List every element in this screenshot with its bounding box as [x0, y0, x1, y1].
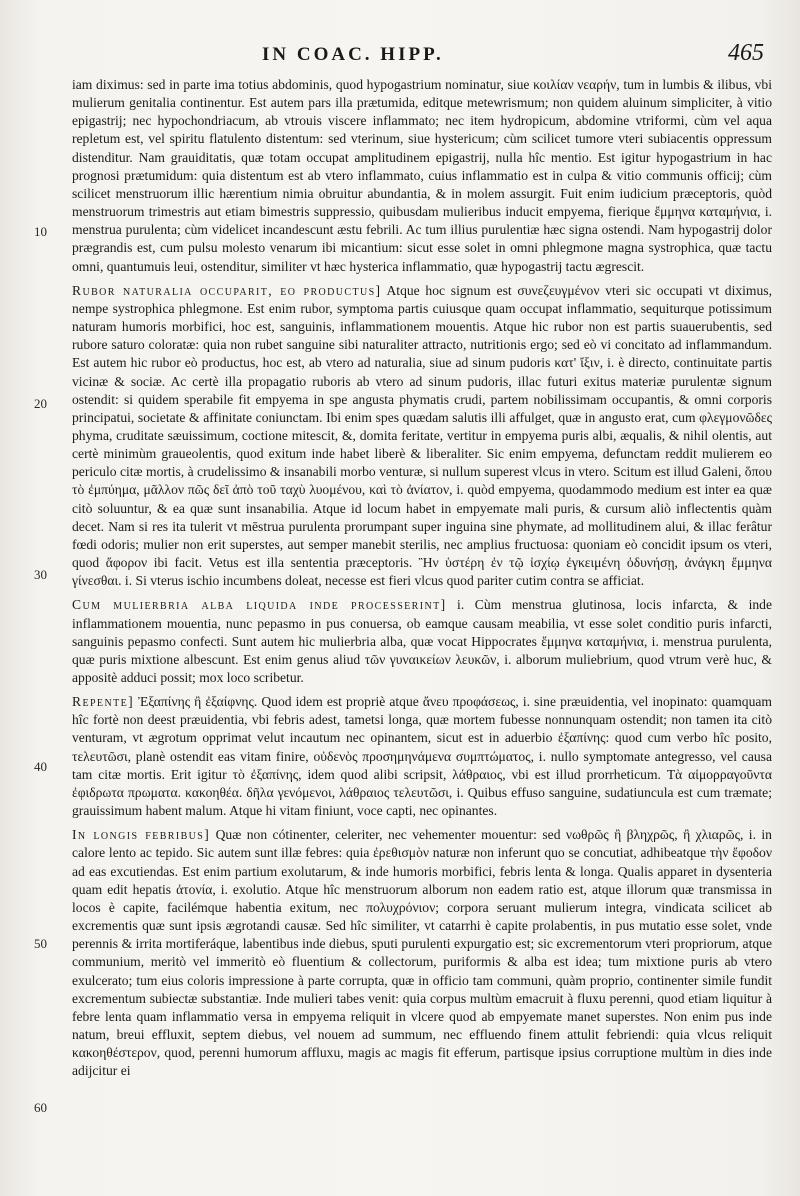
lemma-heading: Repente]	[72, 694, 135, 710]
page-number: 465	[728, 40, 764, 66]
paragraph	[72, 596, 772, 687]
line-number: 10	[34, 224, 47, 239]
line-number: 20	[34, 396, 47, 411]
lemma-heading: In longis febribus]	[72, 827, 211, 843]
line-number: 60	[34, 1100, 47, 1115]
paragraph	[72, 282, 772, 591]
running-title: IN COAC. HIPP.	[262, 44, 444, 65]
lemma-heading: Rubor naturalia occuparit, eo productus]	[72, 282, 382, 298]
paragraph-text: Atque hoc signum est συνεζευγμένον vteri sic occupati vt diximus, nempe systrophica phlegmone. Est enim rubor, symptoma partis cuiusque quam occupat inflammatio, sequiturque potissimum naturam humoris morbifici, hoc est, sanguinis, inflammationem mouentis. Atque hic rubor non est partis suauerubentis, sed rubore saturo coloratæ: quia non rubet sanguine sibi naturaliter attracto, nutritionis ergo; sed eò vi concitato ad inflammandum. Est autem hic rubor eò productus, hoc est, ab vtero ad naturalia, siue ad sinum pudoris κατ' ἴξιν, i. è directo, continuitate partis vicinæ & sociæ. Ac certè illa propagatio ruboris ab vtero ad sinum pudoris, illac futuri exitus materiæ purulentæ signum ostendit: si quidem sperabile fit empyema in spe angusta phymatis crudi, partem nobilissimam occupantis, & omni corporis principatui, societate & affinitate coniunctam. Ibi enim spes quædam salutis illi affulget, quæ in angusto erat, cum φλεγμονῶδες phyma, cruditate sæuissimum, coctione mitescit, &, domita feritate, vertitur in empyema puris albi, æqualis, & nihil olentis, aut certè minimùm graueolentis, quod exitum inde habet liberè & liberaliter. Sic enim empyema, defunctam reddit mulierem eo periculo citæ mortis, à crudelissimo & insanabili morbo venturæ, si nullum superest vlcus in vtero. Scitum est illud Galeni, ὅπου τὸ ἐμπύημα, μᾶλλον πῶς δεῖ ἀπὸ τοῦ ταχὺ λυομένου, καὶ τὸ ἀνίατον, i. quòd empyema, quodammodo medium est inter ea quæ citò soluuntur, & ea quæ sunt insanabilia. Atque id locum habet in empyemate mali puris, & cursum aliò inflectentis quàm decet. Nam si res ita tulerit vt mēstrua purulenta prorumpant super inguina sine phymate, ad mollitudinem alui, & illac ferâtur fœdi odoris; mulier non erit superstes, aut semper manebit sterilis, nec amplius fructuosa: quoniam eò concidit ipsum os vteri, quod ἄφορον ibi facit. Vetus est illa sententia præceptoris. Ἢν ὑστέρη ἐν τῷ ἰσχίῳ ἐγκειμένη ὀδυνήσῃ, ἀνάγκη ἔμμηνα γίνεσθαι. i. Si vterus ischio incumbens doleat, necesse est fieri vlcus quod pariter cutim contra se afficiat.	[72, 282, 772, 589]
lemma-heading: Cum mulierbria alba liquida inde processerint]	[72, 597, 447, 613]
paragraph	[72, 76, 772, 276]
line-number: 30	[34, 567, 47, 582]
line-number: 40	[34, 759, 47, 774]
page-header	[0, 40, 800, 74]
paragraph-text: iam diximus: sed in parte ima totius abdominis, quod hypogastrium nominatur, siue κοιλίαν νεαρήν, tum in lumbis & ilibus, vbi mulierum genitalia continentur. Est autem pars illa prætumida, editque metewrismum; non quidem aluinum simpliciter, à vitio epigastrij; nec hypochondriacum, ab vtrouis viscere inflammato; nec item hydropicum, abdomine vtriformi, cùm vel aqua repletum est, vel spiritu flatulento distentum: sed vterinum, siue hystericum; cùm scilicet tumore vteri subiacentis oppressum distenditur. Nam grauiditatis, quæ totam occupat amplitudinem epigastrij, nulla hîc mentio. Est igitur hypogastrium in hac prognosi prætumidum: quia distentum est ab vtero inflammato, cuius inflammatio est in culpa & vitio communis officij; cùm scilicet menstruorum illic hærentium nimia obruitur abundantia, & in molem assurgit. Fuit enim iudicium præceptoris, quòd menstruorum trimestris aut etiam bimestris suppressio, quibusdam mulieribus inducit empyema, fierique ἔμμηνα καταμήνια, i. menstrua purulenta; cùm videlicet incandescunt æstu febrili. Ac tum illius purulentiæ hæc signa ostendi. Nam hypogastrij dolor prægrandis est, cum pulsu molesto venarum ibi micantium: sicut esse solet in omni phlegmone magna systrophica, quæ tactu omni, quantumuis leui, ostenditur, similiter vt hæc hysterica inflammatio, quæ hypogastrij tactu ægrescit.	[72, 77, 772, 274]
paragraph-text: i. Cùm menstrua glutinosa, locis infarcta, & inde inflammationem mouentia, nunc pepasmo in pus conuersa, ob eamque causam meabilia, vt esse solet conditio puris infarcti, sanguinis pepasmo confecti. Sunt autem hic mulierbria alba, quæ vocat Hippocrates ἔμμηνα καταμήνια, i. menstrua purulenta, quæ puris mixtione albescunt. Est enim genus aliud τῶν γυναικείων λευκῶν, i. alborum muliebrium, quod vtrum verè huc, & appositè adduci possit; mox loco scribetur.	[72, 597, 772, 685]
paragraph	[72, 693, 772, 820]
paragraph-text: Quæ non cótinenter, celeriter, nec vehementer mouentur: sed νωθρῶς ἢ βληχρῶς, ἢ χλιαρῶς, i. in calore lento ac tepido. Sic autem sunt illæ febres: quia ἐρεθισμὸν naturæ non inferunt quo se concutiat, adhibeatque τὴν ἔφοδον ad eas excutiendas. Est enim partium exolutarum, & inde humoris morbifici, febris lenta & longa. Qualis apparet in dysenteria quam edit hepatis ἀτονία, i. exolutio. Atque hîc menstruorum alborum non eadem ratio est, atque illorum quæ transmissa in locos è capite, facilémque habentia exitum, nec πολυχρόνιον; corpora seruant mulierum integra, vindicata scilicet ab excrementis quæ sunt ipsis ægrotandi causæ. Sed hîc similiter, vt catarrhi è capite prolabentis, in pus mutatio esse solet, vnde perennis & irrita mortiferáque, labentibus inde diebus, sputi purulenti expurgatio est; sic excrementorum vteri propriorum, atque communium, meritò vel immeritò eò fluentium & collectorum, puriformis & alba est idea; tum mixtione puris ab vtero exulcerato; tum eius coloris impressione à parte corrupta, quæ in officio tam communi, quàm proprio, continenter simile fundit excrementum subiectæ substantiæ. Inde mulieri tabes venit: quia corpus multùm emacruit à fluxu perenni, quod etiam liquitur à febre lenta quam inflammatio versa in empyema reliquit in vlcere quod ab empyemate manet superstes. Non enim pus inde natum, breui effluxit, septem diebus, vel nouem ad summum, nec effluendo finem attulit febriendi: quia vlcus reliquit κακοηθέστερον, quod, perenni humorum affluxu, magis ac magis fit efferum, partisque ipsius corruptione multùm in dies inde adijcitur ei	[72, 827, 772, 1079]
paragraph	[72, 826, 772, 1080]
commentary-text	[72, 76, 772, 1080]
line-number: 50	[34, 936, 47, 951]
paragraph-text: Ἐξαπίνης ἢ ἐξαίφνης. Quod idem est propriè atque ἄνευ προφάσεως, i. sine præuidentia, vel inopinato: quamquam hîc fortè non deest præuidentia, vbi febris adest, tametsi longa, quæ mortem fubesse nonnunquam ostendit; non tamen ita citò venturam, vt ægrotum opprimat velut incautum nec opinantem, sicut est in aduerbio ἐξαπίνης: quod cum verbo hîc posito, τελευτῶσι, planè ostendit eas vitam finire, οὐδενὸς προσημηνάμενα συμπτώματος, i. nullo symptomate antegresso, vel causa tam citæ mortis. Erit igitur τὸ ἐξαπίνης, idem quod alibi scripsit, λάθραιος, vbi est illud prorrheticum. Τὰ αἱμορραγοῦντα ἐφιδρωτα πρωματα. κακοηθέα. δῆλα γενόμενοι, λάθραιος τελευτῶσι, i. Quibus effuso sanguine, sudatiuncula est cum træmate; grauissimum habent malum. Atque hi vitam finiunt, voce capti, nec opinantes.	[72, 694, 772, 819]
